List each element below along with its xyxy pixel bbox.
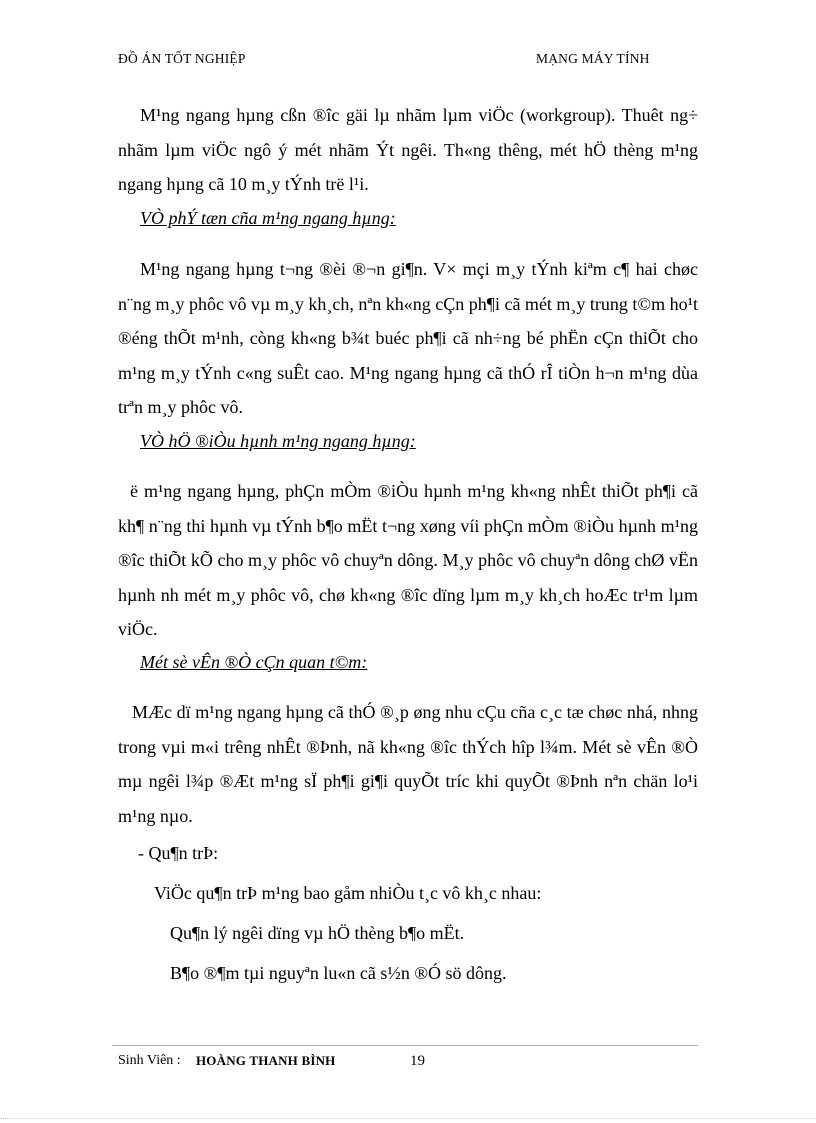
- header-left-title: ĐỒ ÁN TỐT NGHIỆP: [118, 51, 246, 66]
- page-bottom-dotted-border: [0, 1118, 816, 1119]
- list-item-user-security: Qu¶n lý ngêi dïng vµ hÖ thèng b¶o mËt.: [170, 923, 465, 943]
- paragraph-os: ë m¹ng ngang hµng, phÇn mÒm ®iÒu hµnh m¹ng kh«ng nhÊt thiÕt ph¶i cã kh¶ n¨ng thi hµnh vµ tÝnh b¶o mËt t¬ng xøng víi phÇn mÒm ®iÒu hµnh m¹ng ®îc thiÕt kÕ cho m¸y phôc vô chuyªn dông. M¸y phôc vô chuyªn dông chØ vËn hµnh nh mét m¸y phôc vô, chø kh«ng ®îc dïng lµm m¸y kh¸ch hoÆc tr¹m lµm viÖc.: [118, 481, 698, 639]
- footer-divider: [112, 1045, 698, 1046]
- list-item-admin-desc: ViÖc qu¶n trÞ m¹ng bao gåm nhiÒu t¸c vô kh¸c nhau:: [154, 883, 542, 903]
- page-number: 19: [410, 1053, 425, 1069]
- paragraph-intro: M¹ng ngang hµng cßn ®îc gäi lµ nhãm lµm viÖc (workgroup). Thuêt ng÷ nhãm lµm viÖc ngô ý mét nhãm Ýt ngêi. Th«ng thêng, mét hÖ thèng m¹ng ngang hµng cã 10 m¸y tÝnh trë l¹i.: [118, 105, 698, 194]
- footer-student-name: HOÀNG THANH BÌNH: [196, 1053, 336, 1068]
- list-item-admin: - Qu¶n trÞ:: [138, 843, 219, 863]
- heading-issues: Mét sè vÊn ®Ò cÇn quan t©m:: [140, 652, 368, 672]
- paragraph-issues: MÆc dï m¹ng ngang hµng cã thÓ ®¸p øng nhu cÇu cña c¸c tæ chøc nhá, nhng trong vµi m«i trêng nhÊt ®Þnh, nã kh«ng ®îc thÝch hîp l¾m. Mét sè vÊn ®Ò mµ ngêi l¾p ®Æt m¹ng sÏ ph¶i gi¶i quyÕt tríc khi quyÕt ®Þnh nªn chän lo¹i m¹ng nµo.: [118, 702, 698, 826]
- heading-cost: VÒ phÝ tæn cña m¹ng ngang hµng:: [140, 208, 396, 228]
- header-right-title: MẠNG MÁY TÍNH: [536, 51, 650, 66]
- heading-os: VÒ hÖ ®iÒu hµnh m¹ng ngang hµng:: [140, 431, 416, 451]
- paragraph-cost: M¹ng ngang hµng t¬ng ®èi ®¬n gi¶n. V× mçi m¸y tÝnh kiªm c¶ hai chøc n¨ng m¸y phôc vô vµ m¸y kh¸ch, nªn kh«ng cÇn ph¶i cã mét m¸y trung t©m ho¹t ®éng thÕt m¹nh, còng kh«ng b¾t buéc ph¶i cã nh÷ng bé phËn cÇn thiÕt cho m¹ng m¸y tÝnh c«ng suÊt cao. M¹ng ngang hµng cã thÓ rÎ tiÒn h¬n m¹ng dùa trªn m¸y phôc vô.: [118, 259, 698, 417]
- list-item-resources: B¶o ®¶m tµi nguyªn lu«n cã s½n ®Ó sö dông.: [170, 963, 507, 983]
- footer-student-label: Sinh Viên :: [118, 1053, 181, 1068]
